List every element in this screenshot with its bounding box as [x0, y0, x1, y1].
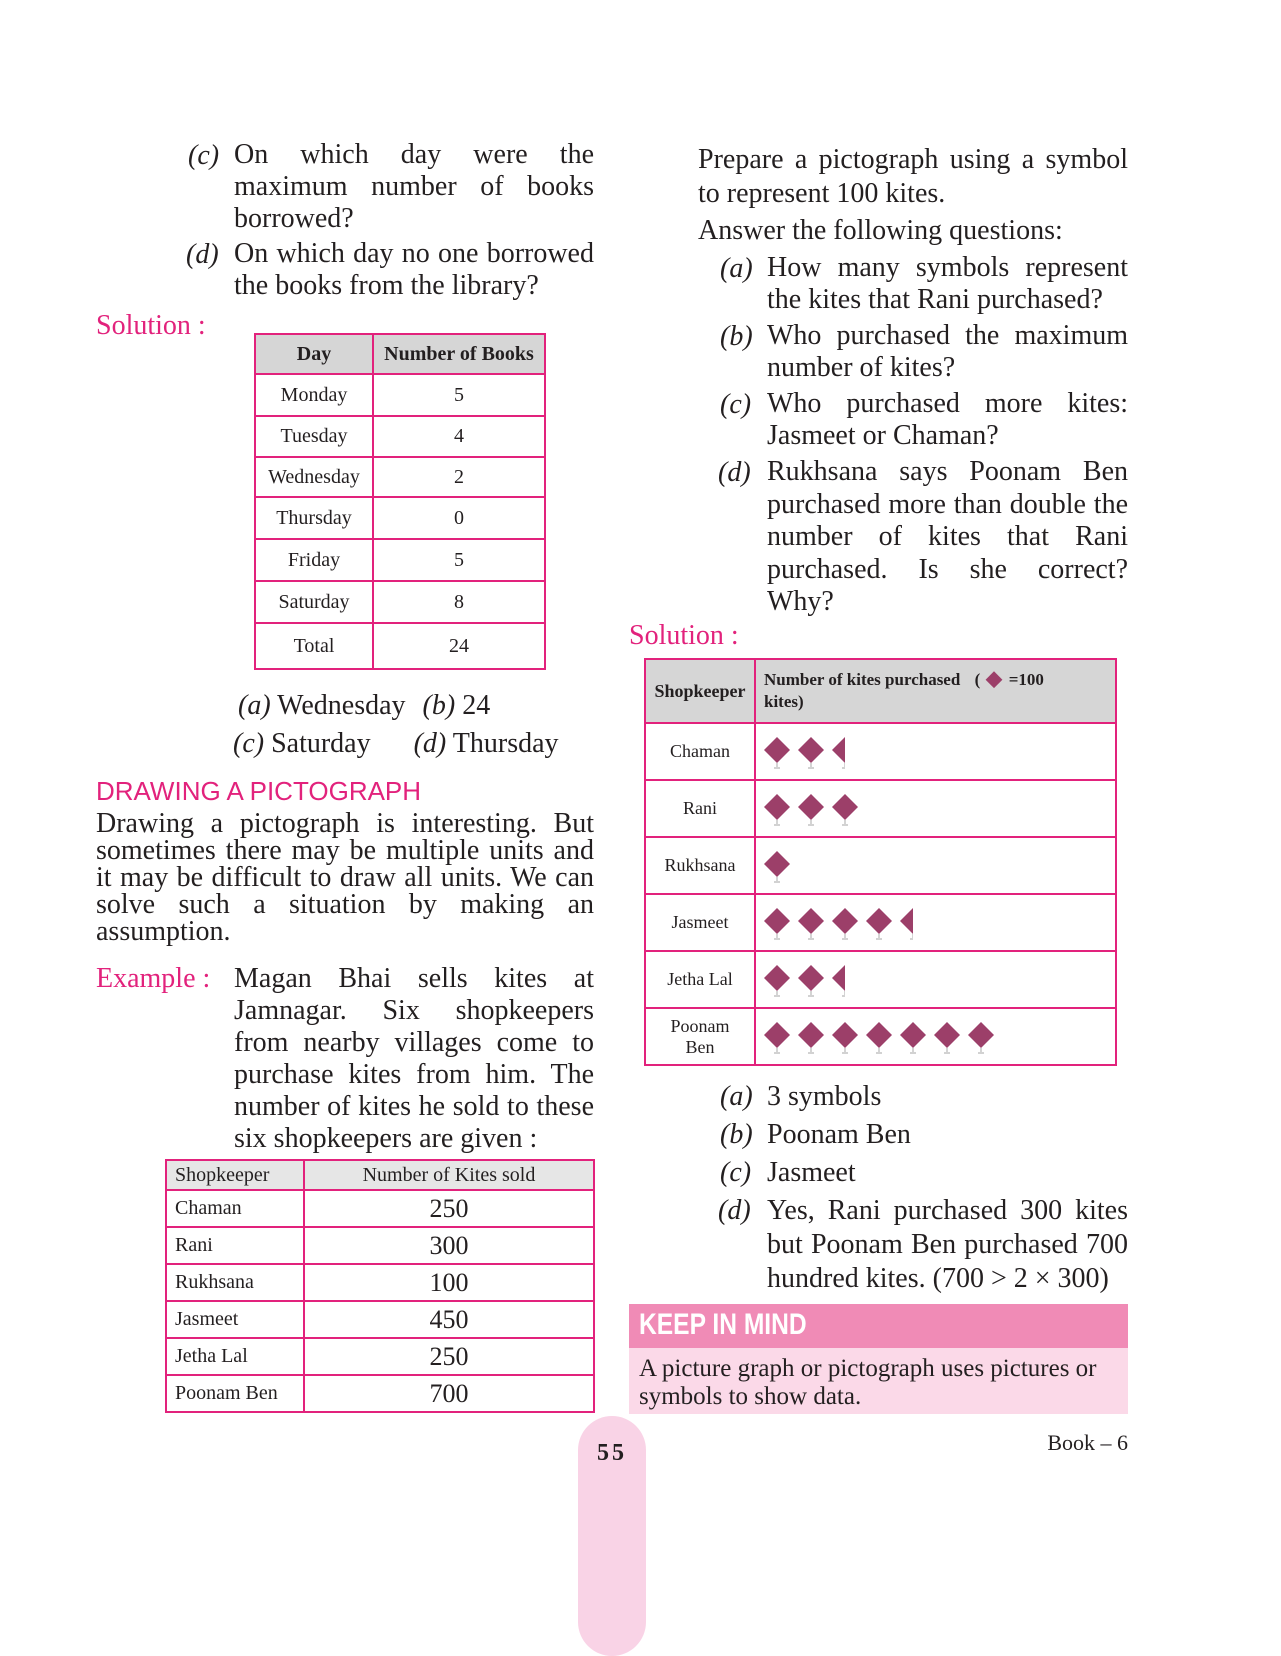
kite-icon [898, 1020, 928, 1054]
books-table-row [255, 374, 545, 416]
kites-shopkeeper-cell: Rukhsana [166, 1264, 304, 1301]
kites-table-row [166, 1190, 594, 1227]
kites-shopkeeper-cell: Chaman [166, 1190, 304, 1227]
question-label: (b) [720, 321, 753, 352]
answer-label: (c) [720, 1157, 752, 1188]
question-d [186, 238, 594, 308]
books-count-cell: 24 [373, 623, 545, 669]
kites-count-cell: 450 [304, 1301, 594, 1338]
answer-label: (d) [718, 1195, 751, 1226]
books-day-cell: Tuesday [255, 416, 373, 457]
pictograph-symbols-cell [755, 951, 1116, 1008]
kites-table-row [166, 1301, 594, 1338]
page-number: 55 [597, 1440, 627, 1466]
kite-icon [830, 906, 860, 940]
books-count-cell: 0 [373, 497, 545, 539]
kite-icon [762, 906, 792, 940]
books-day-cell: Saturday [255, 581, 373, 623]
pictograph-symbols-cell [755, 1008, 1116, 1065]
books-count-cell: 2 [373, 457, 545, 497]
kites-shopkeeper-cell: Jetha Lal [166, 1338, 304, 1375]
section-heading: DRAWING A PICTOGRAPH [96, 776, 422, 806]
kite-icon [762, 735, 792, 769]
answer-text: Saturday [271, 728, 371, 759]
solution-label-2: Solution : [629, 620, 739, 651]
question-label: (c) [188, 140, 220, 171]
half-kite-icon [830, 963, 845, 997]
question-text: Who purchased more kites: Jasmeet or Chaman? [767, 388, 1128, 451]
pictograph-shopkeeper-cell: Chaman [645, 723, 755, 780]
kites-header-count: Number of Kites sold [304, 1160, 594, 1190]
kite-icon [830, 1020, 860, 1054]
pictograph-row [645, 723, 1116, 780]
answer-label: (d) [413, 728, 447, 759]
books-table-row [255, 623, 545, 669]
kites-table-row [166, 1375, 594, 1412]
answer-text: Wednesday [277, 690, 406, 721]
pictograph-symbols-cell [755, 837, 1116, 894]
kite-icon [762, 792, 792, 826]
kite-icon [830, 792, 860, 826]
pictograph-shopkeeper-cell: Rukhsana [645, 837, 755, 894]
kites-table-row [166, 1338, 594, 1375]
section-text: Drawing a pictograph is interesting. But sometimes there may be multiple units and it may be difficult to draw all units. We can solve such a situation by making an assumption. [96, 808, 594, 947]
kites-count-cell: 250 [304, 1190, 594, 1227]
pictograph-shopkeeper-cell: Jasmeet [645, 894, 755, 951]
pictograph-shopkeeper-cell: Poonam Ben [645, 1008, 755, 1065]
books-header-day: Day [255, 334, 373, 374]
answer-label: (a) [238, 690, 271, 721]
kite-icon [796, 735, 826, 769]
books-table-row [255, 416, 545, 457]
half-kite-icon [830, 735, 845, 769]
answer2-c [720, 1156, 1128, 1190]
kites-header-shopkeeper: Shopkeeper [166, 1160, 304, 1190]
books-table-row [255, 457, 545, 497]
kites-table [165, 1159, 595, 1413]
example-label: Example : [96, 963, 211, 994]
kites-count-cell: 300 [304, 1227, 594, 1264]
right-intro: Prepare a pictograph using a symbol to represent 100 kites. [698, 144, 1128, 209]
keep-in-mind-box [629, 1304, 1128, 1414]
question-text: On which day were the maximum number of books borrowed? [234, 139, 594, 234]
keep-in-mind-title: KEEP IN MIND [639, 1308, 807, 1341]
kite-icon [932, 1020, 962, 1054]
answer2-b [720, 1118, 1128, 1152]
question-c [188, 139, 594, 239]
right-prompt: Answer the following questions: [698, 215, 1063, 246]
pictograph-key-value: =100 [1008, 669, 1044, 689]
question-text: On which day no one borrowed the books from the library? [234, 238, 594, 301]
right-question-b [720, 320, 1128, 388]
answer2-a [720, 1080, 1128, 1114]
pictograph-row [645, 951, 1116, 1008]
kites-shopkeeper-cell: Jasmeet [166, 1301, 304, 1338]
kites-shopkeeper-cell: Rani [166, 1227, 304, 1264]
books-day-cell: Thursday [255, 497, 373, 539]
pictograph-row [645, 780, 1116, 837]
answer-text: Poonam Ben [767, 1119, 911, 1150]
answer-text: Jasmeet [767, 1157, 856, 1188]
right-question-d [718, 456, 1128, 626]
question-text: How many symbols represent the kites that Rani purchased? [767, 252, 1128, 315]
half-kite-icon [898, 906, 913, 940]
answer-label: (b) [720, 1119, 753, 1150]
books-table-row [255, 539, 545, 581]
kites-count-cell: 100 [304, 1264, 594, 1301]
answer-label: (b) [422, 690, 456, 721]
books-table [254, 333, 546, 670]
kites-shopkeeper-cell: Poonam Ben [166, 1375, 304, 1412]
example-text: Magan Bhai sells kites at Jamnagar. Six shopkeepers from nearby villages come to purchase kites from him. The number of kites he sold to these six shopkeepers are given : [234, 963, 594, 1154]
kite-icon [796, 906, 826, 940]
pictograph-header-kites [755, 659, 1116, 723]
pictograph-row [645, 837, 1116, 894]
solution-label: Solution : [96, 310, 206, 341]
answer-text: Yes, Rani purchased 300 kites but Poonam Ben purchased 700 hundred kites. (700 > 2 × 300) [767, 1195, 1128, 1294]
pictograph-shopkeeper-cell: Jetha Lal [645, 951, 755, 1008]
kite-icon [762, 1020, 792, 1054]
kite-icon [984, 670, 1004, 692]
pictograph-key-unit: kites) [764, 692, 804, 712]
answer-text: Thursday [452, 728, 559, 759]
keep-in-mind-header [629, 1304, 1128, 1348]
pictograph-symbols-cell [755, 723, 1116, 780]
kite-icon [864, 1020, 894, 1054]
answers-row-2 [233, 728, 559, 760]
books-count-cell: 8 [373, 581, 545, 623]
right-question-c [720, 388, 1128, 456]
books-day-cell: Wednesday [255, 457, 373, 497]
kite-icon [864, 906, 894, 940]
kites-count-cell: 700 [304, 1375, 594, 1412]
kite-icon [796, 963, 826, 997]
books-count-cell: 5 [373, 374, 545, 416]
pictograph-table [644, 658, 1117, 1066]
kite-icon [796, 1020, 826, 1054]
books-header-count: Number of Books [373, 334, 545, 374]
keep-in-mind-body [629, 1348, 1128, 1414]
right-question-a [720, 252, 1128, 320]
question-label: (a) [720, 253, 753, 284]
books-table-row [255, 581, 545, 623]
question-label: (c) [720, 389, 752, 420]
kite-icon [762, 963, 792, 997]
books-table-row [255, 497, 545, 539]
question-label: (d) [186, 239, 219, 270]
keep-in-mind-text: A picture graph or pictograph uses pictures or symbols to show data. [639, 1355, 1097, 1410]
pictograph-key-open: ( [974, 669, 981, 689]
book-label: Book – 6 [1047, 1430, 1128, 1455]
question-label: (d) [718, 457, 751, 488]
pictograph-symbols-cell [755, 894, 1116, 951]
kite-icon [966, 1020, 996, 1054]
answer-text: 24 [462, 690, 491, 721]
kite-icon [762, 849, 792, 883]
answer-label: (a) [720, 1081, 753, 1112]
answer-text: 3 symbols [767, 1081, 882, 1112]
pictograph-row [645, 1008, 1116, 1065]
kites-table-row [166, 1227, 594, 1264]
pictograph-row [645, 894, 1116, 951]
pictograph-shopkeeper-cell: Rani [645, 780, 755, 837]
question-text: Who purchased the maximum number of kites? [767, 320, 1128, 383]
question-text: Rukhsana says Poonam Ben purchased more than double the number of kites that Rani purchased. Is she correct? Why? [767, 456, 1128, 617]
books-count-cell: 4 [373, 416, 545, 457]
books-day-cell: Total [255, 623, 373, 669]
answer2-d [718, 1194, 1128, 1298]
answers-row-1 [238, 690, 490, 722]
kite-icon [796, 792, 826, 826]
books-day-cell: Monday [255, 374, 373, 416]
kites-count-cell: 250 [304, 1338, 594, 1375]
pictograph-symbols-cell [755, 780, 1116, 837]
books-count-cell: 5 [373, 539, 545, 581]
kites-table-row [166, 1264, 594, 1301]
books-day-cell: Friday [255, 539, 373, 581]
pictograph-header-title: Number of kites purchased [764, 669, 961, 689]
answer-label: (c) [233, 728, 265, 759]
pictograph-header-shopkeeper: Shopkeeper [645, 659, 755, 723]
